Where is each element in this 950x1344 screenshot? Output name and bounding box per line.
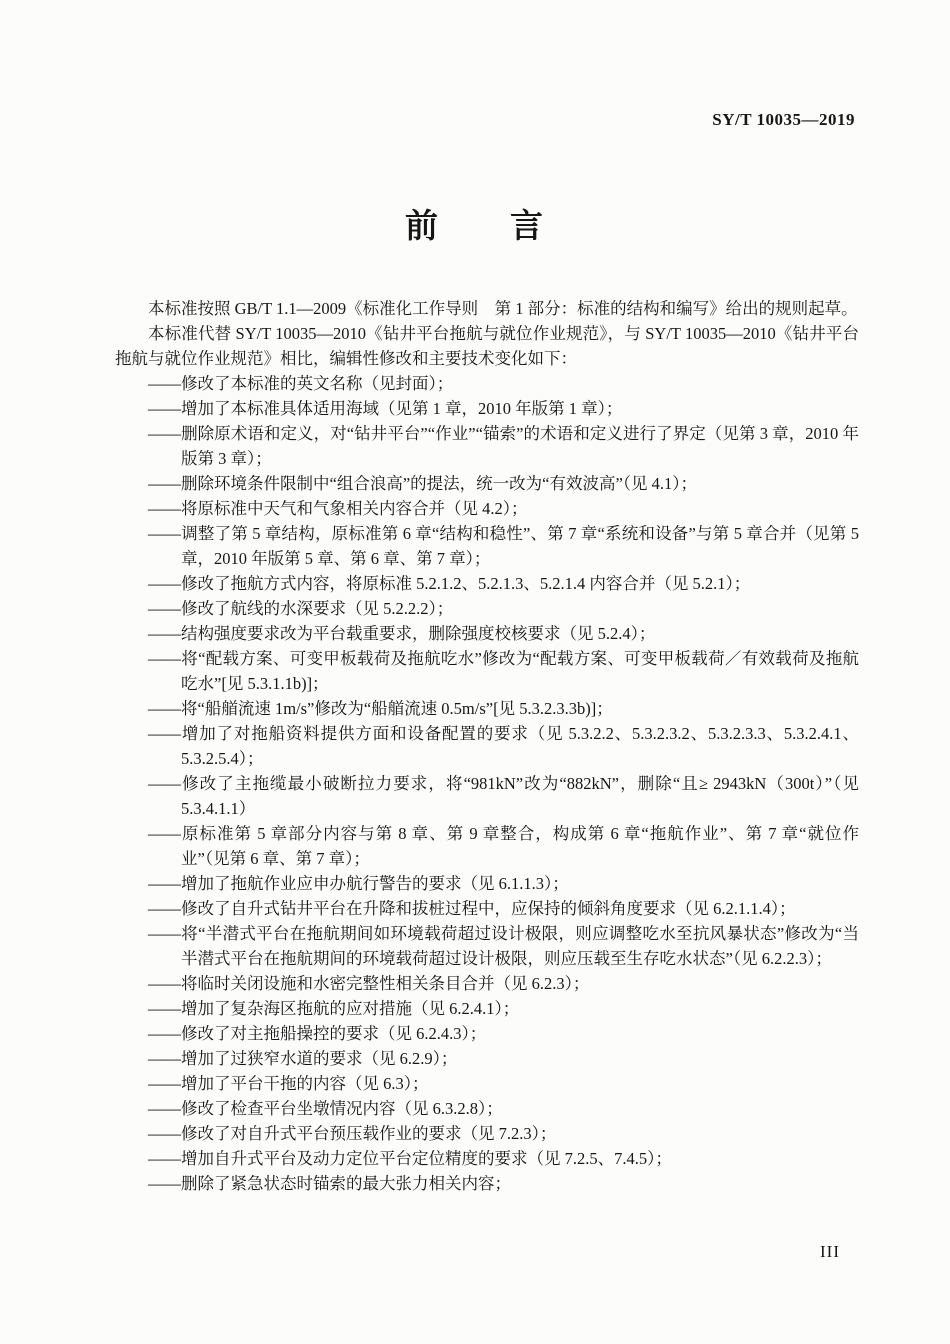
change-item: ——增加了拖航作业应申办航行警告的要求（见 6.1.1.3）；: [148, 874, 569, 893]
change-item: ——增加了过狭窄水道的要求（见 6.2.9）；: [148, 1049, 458, 1068]
page-number: III: [820, 1242, 840, 1261]
change-item: ——调整了第 5 章结构，原标准第 6 章“结构和稳性”、第 7 章“系统和设备”与第 5 章合并（见第 5 章，2010 年版第 5 章、第 6 章、第 7 章）；: [148, 524, 859, 568]
change-item: ——将“船艏流速 1m/s”修改为“船艏流速 0.5m/s”[见 5.3.2.3.3b)]；: [148, 699, 613, 718]
change-item: ——删除原术语和定义，对“钻井平台”“作业”“锚索”的术语和定义进行了界定（见第 3 章，2010 年版第 3 章）；: [148, 424, 859, 468]
change-item: ——结构强度要求改为平台载重要求，删除强度校核要求（见 5.2.4）；: [148, 624, 656, 643]
change-item: ——删除环境条件限制中“组合浪高”的提法，统一改为“有效波高”（见 4.1）；: [148, 474, 698, 493]
change-item: ——修改了拖航方式内容，将原标准 5.2.1.2、5.2.1.3、5.2.1.4 内容合并（见 5.2.1）；: [148, 574, 751, 593]
doc-number: SY/T 10035—2019: [712, 110, 855, 129]
change-item: ——增加了本标准具体适用海域（见第 1 章，2010 年版第 1 章）；: [148, 399, 623, 418]
change-item: ——修改了主拖缆最小破断拉力要求，将“981kN”改为“882kN”，删除“且≥ 2943kN（300t）”（见 5.3.4.1.1）: [148, 774, 859, 818]
change-item: ——修改了对自升式平台预压载作业的要求（见 7.2.3）；: [148, 1124, 557, 1143]
change-item: ——修改了自升式钻井平台在升降和拔桩过程中，应保持的倾斜角度要求（见 6.2.1.1.4）；: [148, 899, 796, 918]
change-item: ——将临时关闭设施和水密完整性相关条目合并（见 6.2.3）；: [148, 974, 590, 993]
foreword-content: [115, 296, 859, 1196]
change-item: ——增加了平台干拖的内容（见 6.3）；: [148, 1074, 429, 1093]
replacement-paragraph: 本标准代替 SY/T 10035—2010《钻井平台拖航与就位作业规范》，与 SY/T 10035—2010《钻井平台拖航与就位作业规范》相比，编辑性修改和主要技术变化如下：: [115, 324, 859, 368]
change-item: ——增加自升式平台及动力定位平台定位精度的要求（见 7.2.5、7.4.5）；: [148, 1149, 672, 1168]
change-item: ——将“配载方案、可变甲板载荷及拖航吃水”修改为“配载方案、可变甲板载荷／有效载荷及拖航吃水”[见 5.3.1.1b)]；: [148, 649, 859, 693]
page-title: 前 言: [405, 209, 545, 245]
change-item: ——删除了紧急状态时锚索的最大张力相关内容；: [148, 1174, 511, 1193]
change-item: ——修改了对主拖船操控的要求（见 6.2.4.3）；: [148, 1024, 487, 1043]
change-item: ——修改了检查平台坐墩情况内容（见 6.3.2.8）；: [148, 1099, 503, 1118]
change-item: ——增加了对拖船资料提供方面和设备配置的要求（见 5.3.2.2、5.3.2.3.2、5.3.2.3.3、5.3.2.4.1、5.3.2.5.4）；: [148, 724, 859, 768]
intro-paragraph: 本标准按照 GB/T 1.1—2009《标准化工作导则 第 1 部分：标准的结构和编写》给出的规则起草。: [148, 299, 858, 318]
change-item: ——修改了航线的水深要求（见 5.2.2.2）；: [148, 599, 454, 618]
change-item: ——修改了本标准的英文名称（见封面）；: [148, 374, 454, 393]
change-list: [115, 371, 859, 1196]
change-item: ——将原标准中天气和气象相关内容合并（见 4.2）；: [148, 499, 528, 518]
change-item: ——增加了复杂海区拖航的应对措施（见 6.2.4.1）；: [148, 999, 520, 1018]
change-item: ——将“半潜式平台在拖航期间如环境载荷超过设计极限，则应调整吃水至抗风暴状态”修改为“当半潜式平台在拖航期间的环境载荷超过设计极限，则应压载至生存吃水状态”（见 6.2.2.3）；: [148, 924, 859, 968]
change-item: ——原标准第 5 章部分内容与第 8 章、第 9 章整合，构成第 6 章“拖航作业”、第 7 章“就位作业”（见第 6 章、第 7 章）；: [148, 824, 859, 868]
